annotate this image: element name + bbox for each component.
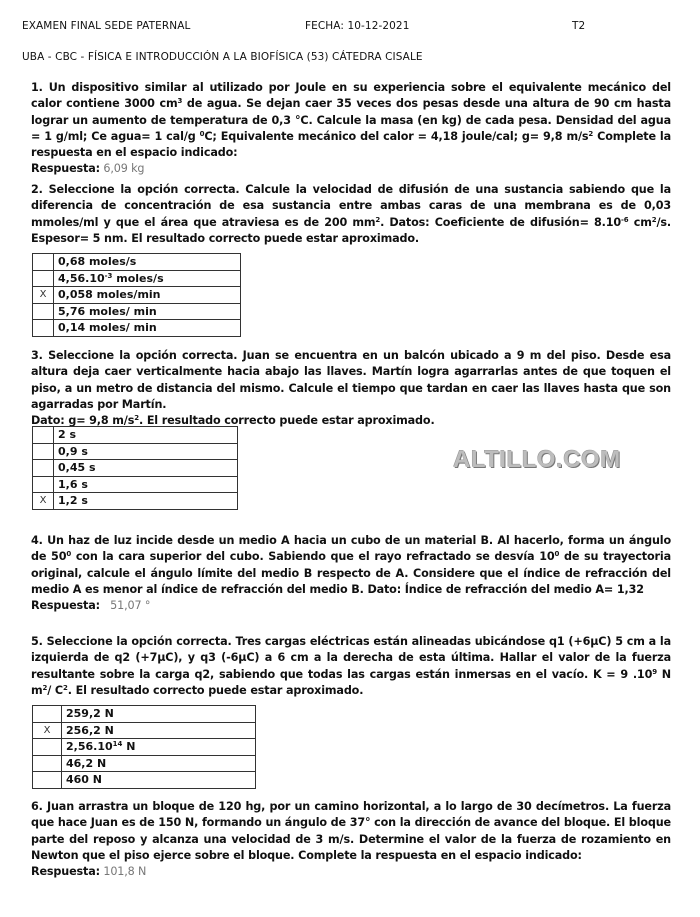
option-row[interactable] [33,706,256,723]
option-mark[interactable] [33,460,54,477]
option-mark[interactable] [33,320,54,337]
q1-text-b: de agua. Se dejan caer 35 veces dos pesas desde una altura de 90 cm hasta lograr un aumento de temperatura de 0,3 °C. Calcule la masa (en kg) de cada pesa. Densidad del agua = 1 g/ml; Ce agua= 1 cal/g [31,97,671,143]
option-row[interactable] [33,320,241,337]
watermark-logo: ALTILLO.COM [453,446,621,473]
option-text: 0,058 moles/min [54,287,241,304]
q4-text-a: 4. Un haz de luz incide desde un medio A hacia un cubo de un material B. Al hacerlo, forma un ángulo de 50 [31,534,671,564]
option-row[interactable] [33,460,238,477]
option-mark[interactable]: X [33,493,54,510]
option-mark[interactable] [33,739,62,756]
option-text-sup: 14 [112,740,123,748]
q4-sup-a: 0 [66,550,72,559]
question-1 [31,80,671,178]
option-row[interactable] [33,493,238,510]
question-2 [31,182,671,247]
option-text-sup: -3 [104,271,113,280]
option-mark[interactable] [33,706,62,723]
option-text: 460 N [62,772,256,789]
q1-answer-value: 6,09 kg [99,162,145,176]
q1-answer-label: Respuesta: [31,162,100,176]
option-mark[interactable] [33,270,54,287]
question-3 [31,348,671,429]
option-row[interactable] [33,739,256,756]
option-mark[interactable]: X [33,722,62,739]
q5-options-table [32,705,256,789]
question-6 [31,799,671,880]
option-row[interactable] [33,476,238,493]
q2-text-b: . Datos: Coeficiente de difusión= 8.10 [380,215,622,229]
q3-options-table [32,426,238,510]
q6-answer-value: 101,8 N [99,865,147,879]
q5-text-b: N m [31,667,671,697]
option-text [62,739,256,756]
option-text: 256,2 N [62,722,256,739]
option-text: 0,9 s [54,443,238,460]
q2-sup-c: 2 [651,215,657,224]
option-mark[interactable] [33,476,54,493]
q1-sup-b: 0 [199,129,205,138]
q2-sup-b: -6 [621,215,629,224]
option-text-main: 4,56.10 [58,271,105,285]
option-mark[interactable] [33,772,62,789]
q2-text-a: 2. Seleccione la opción correcta. Calcule la velocidad de difusión de una sustancia sabiendo que la diferencia de concentración de esa sustancia entre ambas caras de una membrana es de 0,03 mmoles/ml y que el área que atraviesa es de 200 mm [31,183,671,229]
q4-answer-value: 51,07 ° [99,599,151,613]
q3-text-b: Dato: g= 9,8 m/s [31,414,135,428]
q6-answer-label: Respuesta: [31,865,100,879]
q2-text-d: /s. Espesor= 5 nm. El resultado correcto puede estar aproximado. [31,215,672,245]
option-text: 0,14 moles/ min [54,320,241,337]
q3-text-a: 3. Seleccione la opción correcta. Juan se encuentra en un balcón ubicado a 9 m del piso. Desde esa altura deja caer verticalmente hacia abajo las llaves. Martín logra agarrarlas antes de que toquen el piso, a un metro de distancia del mismo. Calcule el tiempo que tardan en caer las llaves hasta que son agarradas por Martín. [31,349,671,411]
option-row[interactable] [33,254,241,271]
q5-sup-b: 2 [42,683,48,692]
question-5 [31,634,671,699]
option-text: 2 s [54,427,238,444]
option-text-after: N [122,740,136,753]
option-mark[interactable] [33,303,54,320]
q3-text-c: . El resultado correcto puede estar aproximado. [138,414,435,428]
course-title: UBA - CBC - FÍSICA E INTRODUCCIÓN A LA BIOFÍSICA (53) CÁTEDRA CISALE [22,51,423,63]
q2-options-table [32,253,241,337]
option-row[interactable] [33,772,256,789]
q1-sup-c: 2 [588,129,594,138]
q3-sup-b: 2 [134,414,139,423]
option-row[interactable] [33,443,238,460]
q5-text-a: 5. Seleccione la opción correcta. Tres cargas eléctricas están alineadas ubicándose q1 (+6µC) 5 cm a la izquierda de q2 (+7µC), y q3 (-6µC) a 6 cm a la derecha de esta última. Hallar el valor de la fuerza resultante sobre la carga q2, sabiendo que todas las cargas están inmersas en el vacío. K = 9 .10 [31,635,671,681]
option-mark[interactable] [33,254,54,271]
option-mark[interactable] [33,755,62,772]
exam-theme: T2 [572,20,586,32]
option-mark[interactable]: X [33,287,54,304]
option-text: 1,6 s [54,476,238,493]
q1-sup-a: 3 [177,97,183,106]
q4-text-c: de su trayectoria original, calcule el ángulo límite del medio B respecto de A. Considere que el índice de refracción del medio A es menor al índice de refracción del medio B. Dato: Índice de refracción del medio A= 1,32 [31,550,671,596]
option-text [54,270,241,287]
q1-text-d: Complete la respuesta en el espacio indicado: [31,129,672,160]
option-text: 1,2 s [54,493,238,510]
option-text: 5,76 moles/ min [54,303,241,320]
option-text-after: moles/s [112,271,164,285]
option-row[interactable] [33,270,241,287]
q1-text-a: 1. Un dispositivo similar al utilizado por Joule en su experiencia sobre el equivalente mecánico del calor contiene 3000 cm [31,81,671,111]
option-text: 0,45 s [54,460,238,477]
option-text: 259,2 N [62,706,256,723]
option-row[interactable] [33,427,238,444]
q6-text-a: 6. Juan arrastra un bloque de 120 hg, por un camino horizontal, a lo largo de 30 decímetros. La fuerza que hace Juan es de 150 N, formando un ángulo de 37° con la dirección de avance del bloque. El bloque parte del reposo y alcanza una velocidad de 3 m/s. Determine el valor de la fuerza de rozamiento en Newton que el piso ejerce sobre el bloque. Complete la respuesta en el espacio indicado: [31,800,671,862]
option-mark[interactable] [33,443,54,460]
option-text-main: 2,56.10 [66,740,113,753]
option-row[interactable] [33,303,241,320]
q1-text-c: C; Equivalente mecánico del calor = 4,18 joule/cal; g= 9,8 m/s [204,129,589,143]
option-row[interactable] [33,722,256,739]
q5-sup-c: 2 [63,683,68,692]
question-4 [31,533,671,614]
q5-text-c: / C [47,683,63,697]
q5-text-d: . El resultado correcto puede estar aproximado. [67,683,364,697]
q2-text-c: cm [628,215,652,229]
option-text: 0,68 moles/s [54,254,241,271]
q2-sup-a: 2 [375,215,381,224]
exam-title: EXAMEN FINAL SEDE PATERNAL [22,20,191,32]
option-mark[interactable] [33,427,54,444]
q4-answer-label: Respuesta: [31,599,100,613]
q4-text-b: con la cara superior del cubo. Sabiendo que el rayo refractado se desvía 10 [71,550,555,564]
q5-sup-a: 9 [652,667,657,676]
q4-sup-b: 0 [554,550,560,559]
option-text: 46,2 N [62,755,256,772]
exam-date: FECHA: 10-12-2021 [305,20,410,32]
option-row[interactable] [33,755,256,772]
option-row[interactable] [33,287,241,304]
